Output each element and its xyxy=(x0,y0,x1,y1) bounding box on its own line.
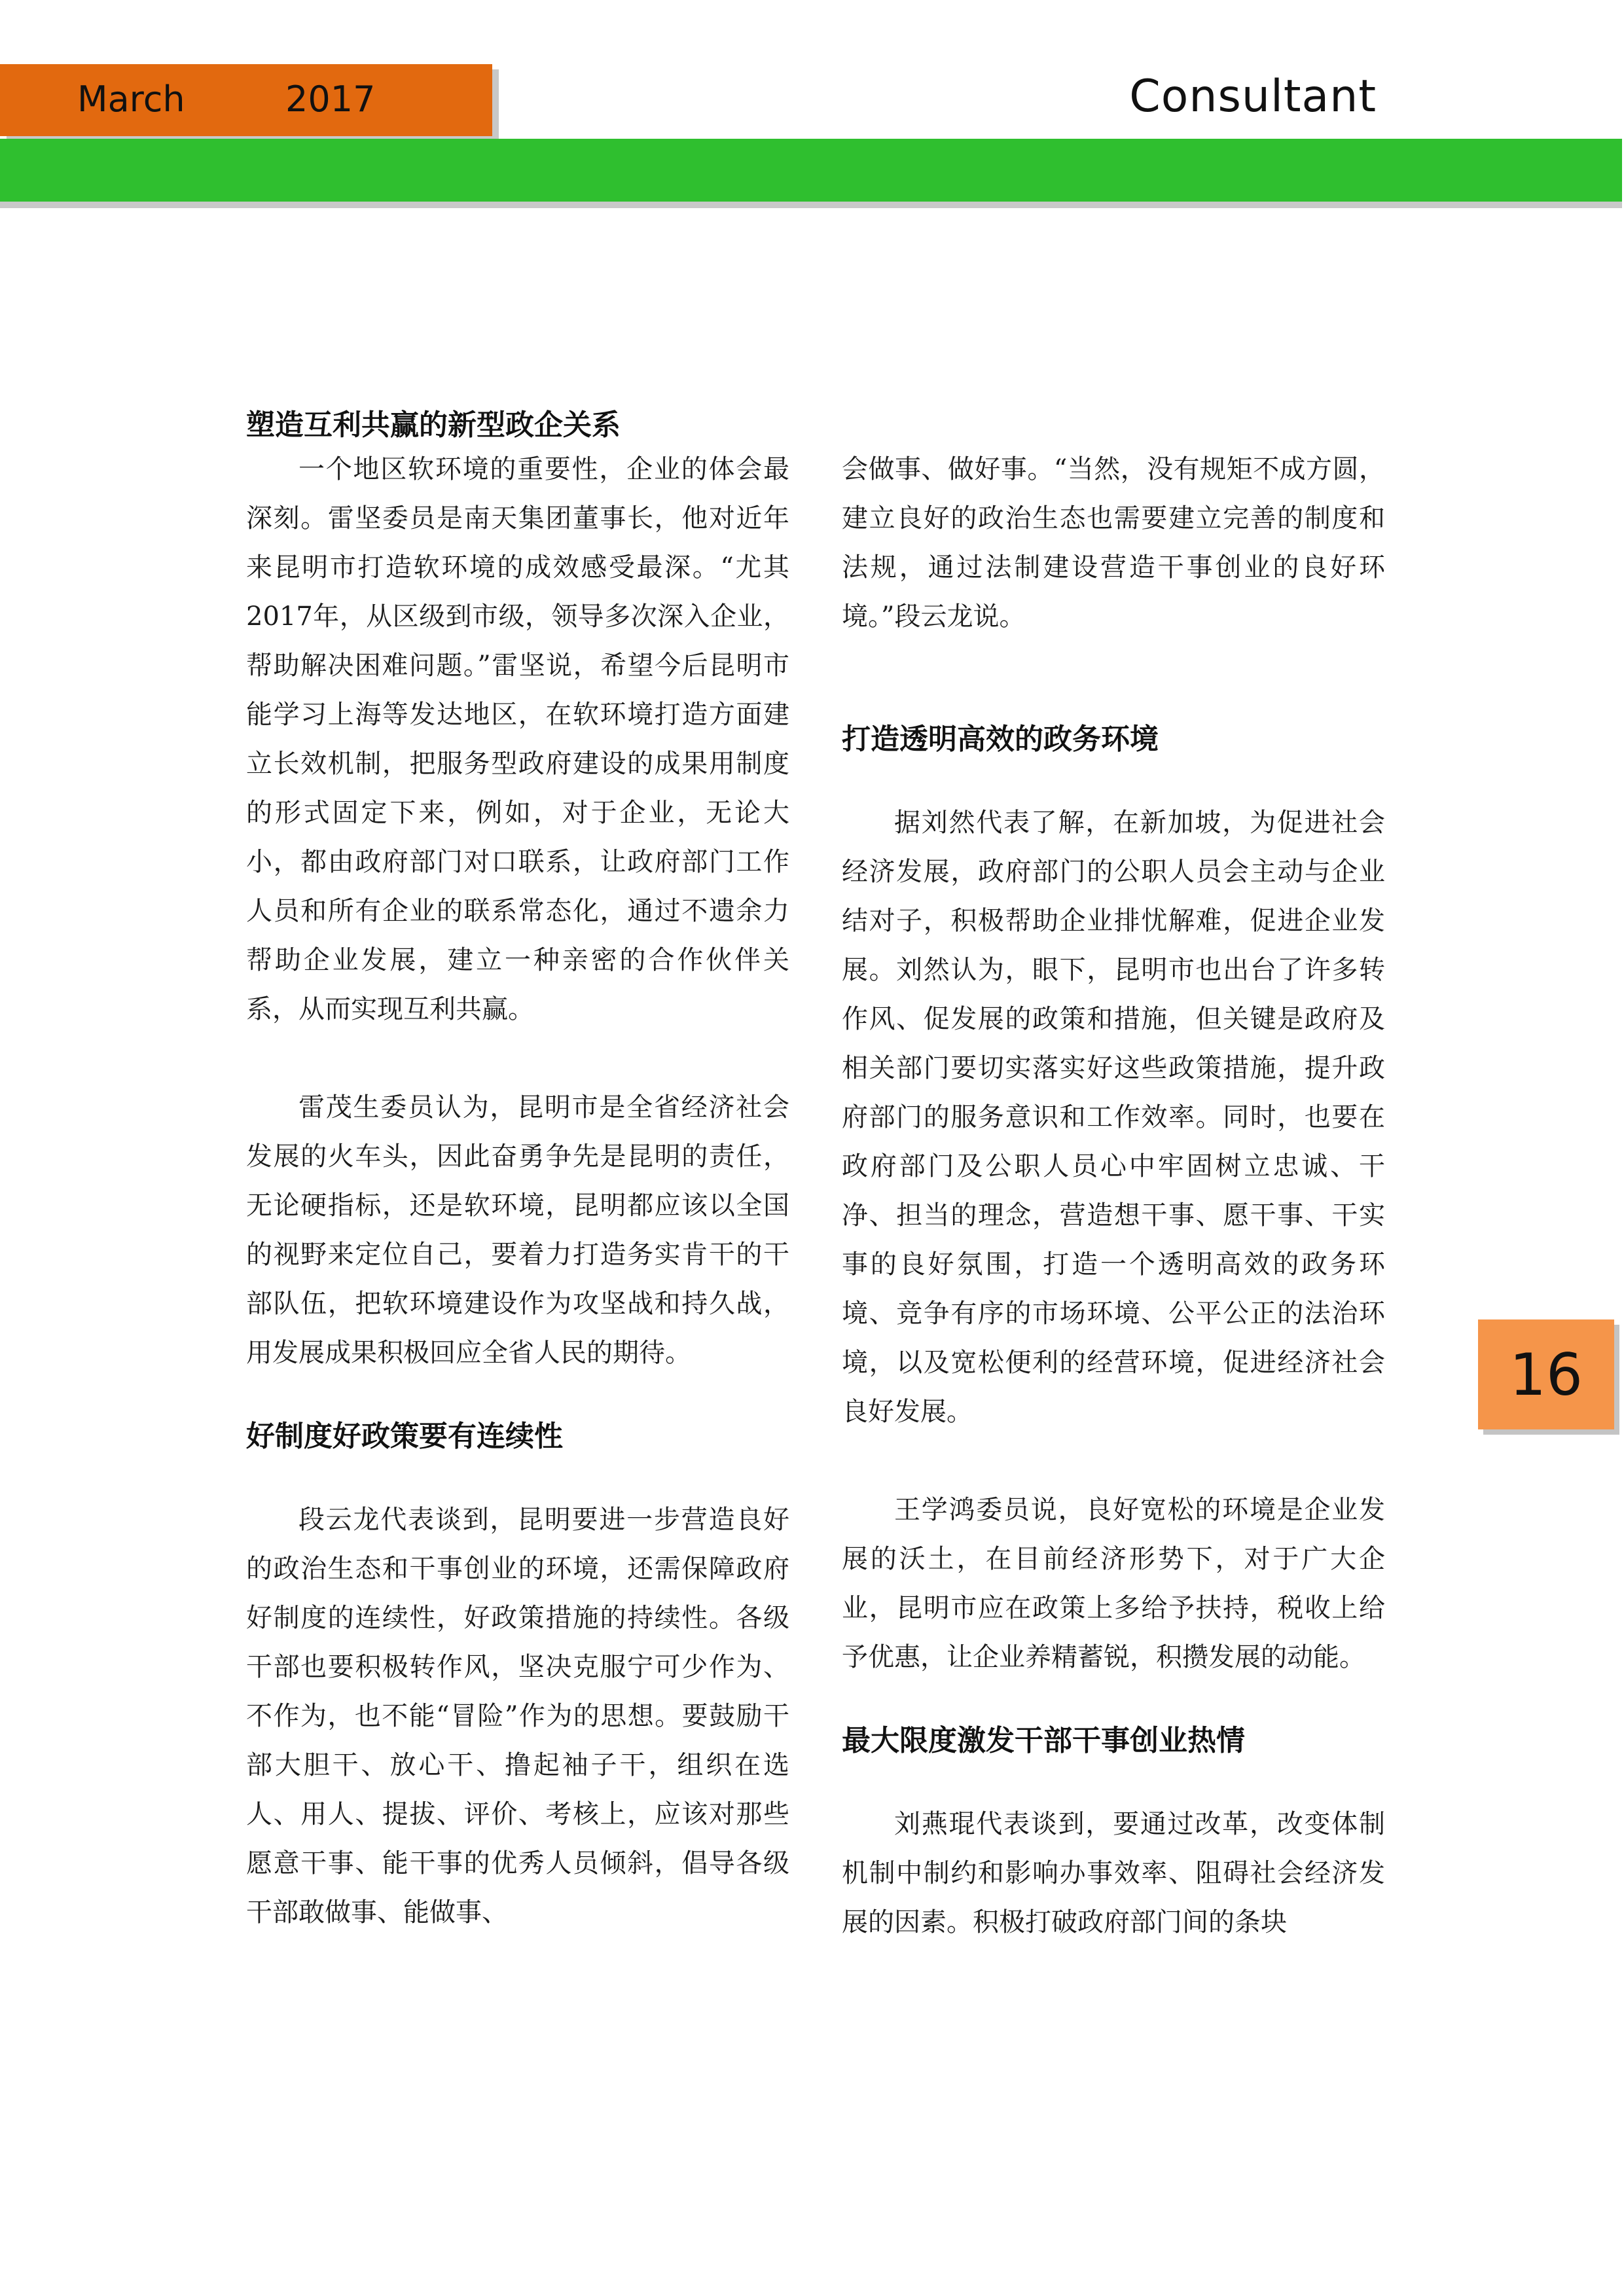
paragraph: 段云龙代表谈到，昆明要进一步营造良好的政治生态和干事创业的环境，还需保障政府好制度的连续性，好政策措施的持续性。各级干部也要积极转作风，坚决克服宁可少作为、不作为，也不能“冒险”作为的思想。要鼓励干部大胆干、放心干、撸起袖子干，组织在选人、用人、提拔、评价、考核上，应该对那些愿意干事、能干事的优秀人员倾斜，倡导各级干部敢做事、能做事、 xyxy=(246,1505,789,1928)
issue-month: March xyxy=(77,79,185,120)
magazine-title: Consultant xyxy=(1129,71,1377,122)
left-column xyxy=(246,406,789,1937)
header-green-band xyxy=(0,139,1622,202)
paragraph: 一个地区软环境的重要性，企业的体会最深刻。雷坚委员是南天集团董事长，他对近年来昆明市打造软环境的成效感受最深。“尤其2017年，从区级到市级，领导多次深入企业，帮助解决困难问题。”雷坚说，希望今后昆明市能学习上海等发达地区，在软环境打造方面建立长效机制，把服务型政府建设的成果用制度的形式固定下来，例如，对于企业，无论大小，都由政府部门对口联系，让政府部门工作人员和所有企业的联系常态化，通过不遗余力帮助企业发展，建立一种亲密的合作伙伴关系，从而实现互利共赢。 xyxy=(246,454,789,1024)
paragraph: 据刘然代表了解，在新加坡，为促进社会经济发展，政府部门的公职人员会主动与企业结对子，积极帮助企业排忧解难，促进企业发展。刘然认为，眼下，昆明市也出台了许多转作风、促发展的政策和措施，但关键是政府及相关部门要切实落实好这些政策措施，提升政府部门的服务意识和工作效率。同时，也要在政府部门及公职人员心中牢固树立忠诚、干净、担当的理念，营造想干事、愿干事、干实事的良好氛围，打造一个透明高效的政务环境、竞争有序的市场环境、公平公正的法治环境，以及宽松便利的经营环境，促进经济社会良好发展。 xyxy=(842,808,1385,1427)
section-heading: 好制度好政策要有连续性 xyxy=(246,1420,563,1453)
issue-date-tab xyxy=(0,64,492,136)
section-heading: 打造透明高效的政务环境 xyxy=(842,723,1159,756)
right-column xyxy=(842,406,1385,1947)
paragraph: 王学鸿委员说，良好宽松的环境是企业发展的沃土，在目前经济形势下，对于广大企业，昆明市应在政策上多给予扶持，税收上给予优惠，让企业养精蓄锐，积攒发展的动能。 xyxy=(842,1495,1385,1672)
page-number: 16 xyxy=(1509,1340,1583,1408)
paragraph-continued: 会做事、做好事。“当然，没有规矩不成方圆，建立良好的政治生态也需要建立完善的制度和法规，通过法制建设营造干事创业的良好环境。”段云龙说。 xyxy=(842,454,1385,632)
paragraph: 雷茂生委员认为，昆明市是全省经济社会发展的火车头，因此奋勇争先是昆明的责任，无论硬指标，还是软环境，昆明都应该以全国的视野来定位自己，要着力打造务实肯干的干部队伍，把软环境建设作为攻坚战和持久战，用发展成果积极回应全省人民的期待。 xyxy=(246,1092,789,1368)
section-heading: 塑造互利共赢的新型政企关系 xyxy=(246,408,621,442)
section-heading: 最大限度激发干部干事创业热情 xyxy=(842,1724,1245,1757)
paragraph: 刘燕琨代表谈到，要通过改革，改变体制机制中制约和影响办事效率、阻碍社会经济发展的因素。积极打破政府部门间的条块 xyxy=(842,1809,1385,1937)
issue-year: 2017 xyxy=(285,79,376,120)
page-number-box xyxy=(1478,1319,1614,1429)
